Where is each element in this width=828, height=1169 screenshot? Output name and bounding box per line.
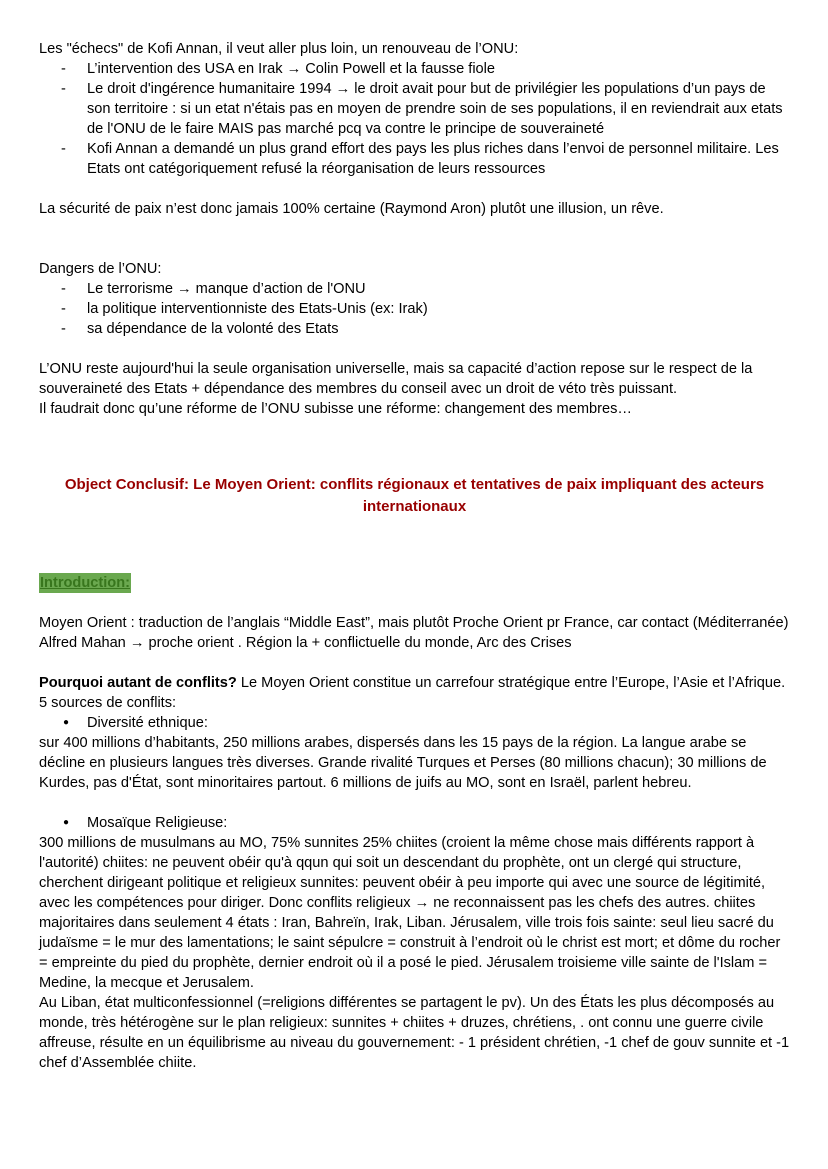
kofi-annan-list <box>39 59 790 179</box>
middle-east-definition: Moyen Orient : traduction de l’anglais “Middle East”, mais plutôt Proche Orient pr France, car contact (Méditerranée) <box>39 615 789 631</box>
dangers-title: Dangers de l’ONU: <box>39 261 162 277</box>
religious-mosaic-text: 300 millions de musulmans au MO, 75% sunnites 25% chiites (croient la même chose mais différents rapport à l'autorité) chiites: ne peuvent obéir qu'à qqun qui soit un descendant du prophète, ont un clergé qui structure, cherchent dirigeant politique et religieux sunnites: peuvent obéir à peu importe qui avec une source de légitimité, avec les compétences pour diriger. Donc conflits religieux → ne reconnaissent pas les chefs des autres. chiites majoritaires dans seulement 4 états : Iran, Bahreïn, Irak, Liban. Jérusalem, ville trois fois sainte: seul lieu sacré du judaïsme = le mur des lamentations; le saint sépulcre = construit à l’endroit où le christ est mort; et dôme du rocher = empreinte du pied du prophète, dernier endroit où il a posé le pied. Jérusalem troisieme ville sainte de l'Islam = Medine, la mecque et Jerusalem. <box>39 835 781 991</box>
onu-reform-paragraph: Il faudrait donc qu’une réforme de l’ONU subisse une réforme: changement des membres… <box>39 401 632 417</box>
dangers-list <box>39 279 790 339</box>
list-item: - Le terrorisme → manque d’action de l'ONU <box>39 279 790 299</box>
list-item: - sa dépendance de la volonté des Etats <box>39 319 790 339</box>
conflicts-question: Pourquoi autant de conflits? <box>39 675 237 691</box>
lebanon-paragraph: Au Liban, état multiconfessionnel (=religions différentes se partagent le pv). Un des États les plus décomposés au monde, très hétérogène sur le plan religieux: sunnites + chiites + druzes, chrétiens, . ont connu une guerre civile affreuse, résulte en un équilibrisme au niveau du gouvernement: - 1 président chrétien, -1 chef de gouv sunnite et -1 chef d’Assemblée chiite. <box>39 995 790 1071</box>
mahan-line: Alfred Mahan → proche orient . Région la + conflictuelle du monde, Arc des Crises <box>39 635 572 651</box>
kofi-annan-intro: Les "échecs" de Kofi Annan, il veut aller plus loin, un renouveau de l’ONU: <box>39 41 519 57</box>
list-item: - Kofi Annan a demandé un plus grand effort des pays les plus riches dans l’envoi de personnel militaire. Les Etats ont catégoriquement refusé la réorganisation de leurs ressources <box>39 139 790 179</box>
sources-label: 5 sources de conflits: <box>39 695 177 711</box>
list-item: - la politique interventionniste des Etats-Unis (ex: Irak) <box>39 299 790 319</box>
peace-security-paragraph: La sécurité de paix n’est donc jamais 100% certaine (Raymond Aron) plutôt une illusion, un rêve. <box>39 201 664 217</box>
list-item: - Le droit d'ingérence humanitaire 1994 → le droit avait pour but de privilégier les populations d’un pays de son territoire : si un etat n'étais pas en moyen de prendre soin de ses populations, il en reviendrait aux etats de l'ONU de le faire MAIS pas marché pcq va contre le principe de souveraineté <box>39 79 790 139</box>
conflicts-question-text: Le Moyen Orient constitue un carrefour stratégique entre l’Europe, l’Asie et l’Afrique. <box>236 675 786 691</box>
bullet-ethnic-diversity: ● Diversité ethnique: <box>39 713 790 733</box>
section-heading: Object Conclusif: Le Moyen Orient: conflits régionaux et tentatives de paix impliquant des acteurs internationaux <box>64 476 765 515</box>
conflicts-question-paragraph <box>39 673 790 693</box>
list-item: - L’intervention des USA en Irak → Colin Powell et la fausse fiole <box>39 59 790 79</box>
introduction-heading: Introduction: <box>40 575 130 591</box>
bullet-religious-mosaic: ● Mosaïque Religieuse: <box>39 813 790 833</box>
onu-paragraph: L’ONU reste aujourd'hui la seule organisation universelle, mais sa capacité d’action repose sur le respect de la souveraineté des Etats + dépendance des membres du conseil avec un droit de véto très puissant. <box>39 361 753 397</box>
ethnic-diversity-text: sur 400 millions d’habitants, 250 millions arabes, dispersés dans les 15 pays de la région. La langue arabe se décline en plusieurs langues très diverses. Grande rivalité Turques et Perses (80 millions chacun); 30 millions de Kurdes, pas d'État, sont minoritaires partout. 6 millions de juifs au MO, sont en Israël, parlent hebreu. <box>39 735 767 791</box>
